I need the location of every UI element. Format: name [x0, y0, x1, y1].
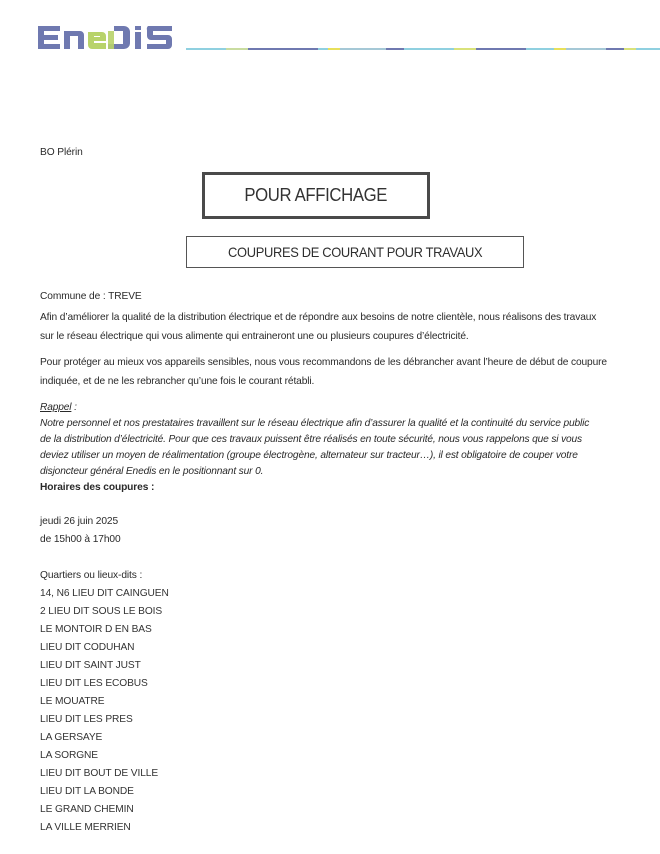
location-item: LA GERSAYE	[40, 732, 103, 743]
location-item: 2 LIEU DIT SOUS LE BOIS	[40, 606, 163, 617]
header-decorative-line	[186, 48, 660, 50]
rappel-line: deviez utiliser un moyen de réalimentation (groupe électrogène, alternateur sur tracteur…), il est obligatoire de couper votre	[40, 450, 578, 461]
enedis-logo	[36, 22, 178, 54]
location-item: LIEU DIT SAINT JUST	[40, 660, 141, 671]
location-item: LIEU DIT LA BONDE	[40, 786, 134, 797]
rappel-line: Notre personnel et nos prestataires travaillent sur le réseau électrique afin d’assurer la qualité et la continuité du service public	[40, 418, 590, 429]
logo-letter-e2	[88, 32, 106, 49]
logo-letter-i-dot	[135, 26, 141, 30]
title-box-sub	[186, 236, 524, 268]
commune-label: Commune de : TREVE	[40, 291, 142, 302]
location-item: LE MOUATRE	[40, 696, 105, 707]
location-item: LE MONTOIR D EN BAS	[40, 624, 152, 635]
rappel-line: disjoncteur général Enedis en le positionnant sur 0.	[40, 466, 264, 477]
rappel-colon: :	[71, 402, 77, 413]
location-item: LA SORGNE	[40, 750, 98, 761]
advice-paragraph-line: Pour protéger au mieux vos appareils sensibles, nous vous recommandons de les débrancher avant l’heure de début de coupure	[40, 357, 607, 368]
location-item: LA VILLE MERRIEN	[40, 822, 131, 833]
intro-paragraph	[40, 309, 640, 346]
advice-paragraph	[40, 354, 640, 391]
location-item: LE GRAND CHEMIN	[40, 804, 134, 815]
rappel-line: de la distribution d’électricité. Pour que ces travaux puissent être réalisés en toute sécurité, nous vous rappelons que si vous	[40, 434, 582, 445]
location-item: LIEU DIT BOUT DE VILLE	[40, 768, 159, 779]
intro-paragraph-line: Afin d’améliorer la qualité de la distribution électrique et de répondre aux besoins de notre clientèle, nous réalisons des travaux	[40, 312, 597, 323]
logo-letter-i	[135, 32, 141, 49]
rappel-section	[40, 400, 650, 480]
logo-letter-d-stem	[108, 31, 114, 49]
rappel-label: Rappel	[40, 402, 72, 413]
enedis-logo-graphic	[36, 22, 178, 54]
intro-paragraph-line: sur le réseau électrique qui vous alimente qui entraineront une ou plusieurs coupures d’électricité.	[40, 330, 469, 342]
title-main: POUR AFFICHAGE	[244, 185, 388, 205]
title-sub: COUPURES DE COURANT POUR TRAVAUX	[227, 244, 483, 260]
schedule-date: jeudi 26 juin 2025	[40, 516, 119, 527]
location-item: LIEU DIT LES ECOBUS	[40, 678, 148, 689]
schedule-heading: Horaires des coupures :	[40, 482, 155, 493]
advice-paragraph-line: indiquée, et de ne les rebrancher qu’une fois le courant rétabli.	[40, 375, 315, 387]
location-item: 14, N6 LIEU DIT CAINGUEN	[40, 588, 169, 599]
logo-letter-n	[64, 31, 84, 49]
location-item: LIEU DIT LES PRES	[40, 714, 133, 725]
office-name: BO Plérin	[40, 147, 83, 158]
locations-heading: Quartiers ou lieux-dits :	[40, 570, 143, 581]
logo-letter-e1	[38, 26, 60, 49]
location-item: LIEU DIT CODUHAN	[40, 642, 135, 653]
title-box-main	[202, 172, 430, 219]
schedule-time: de 15h00 à 17h00	[40, 534, 121, 545]
rappel-heading	[40, 400, 650, 416]
logo-letter-s	[147, 26, 172, 49]
